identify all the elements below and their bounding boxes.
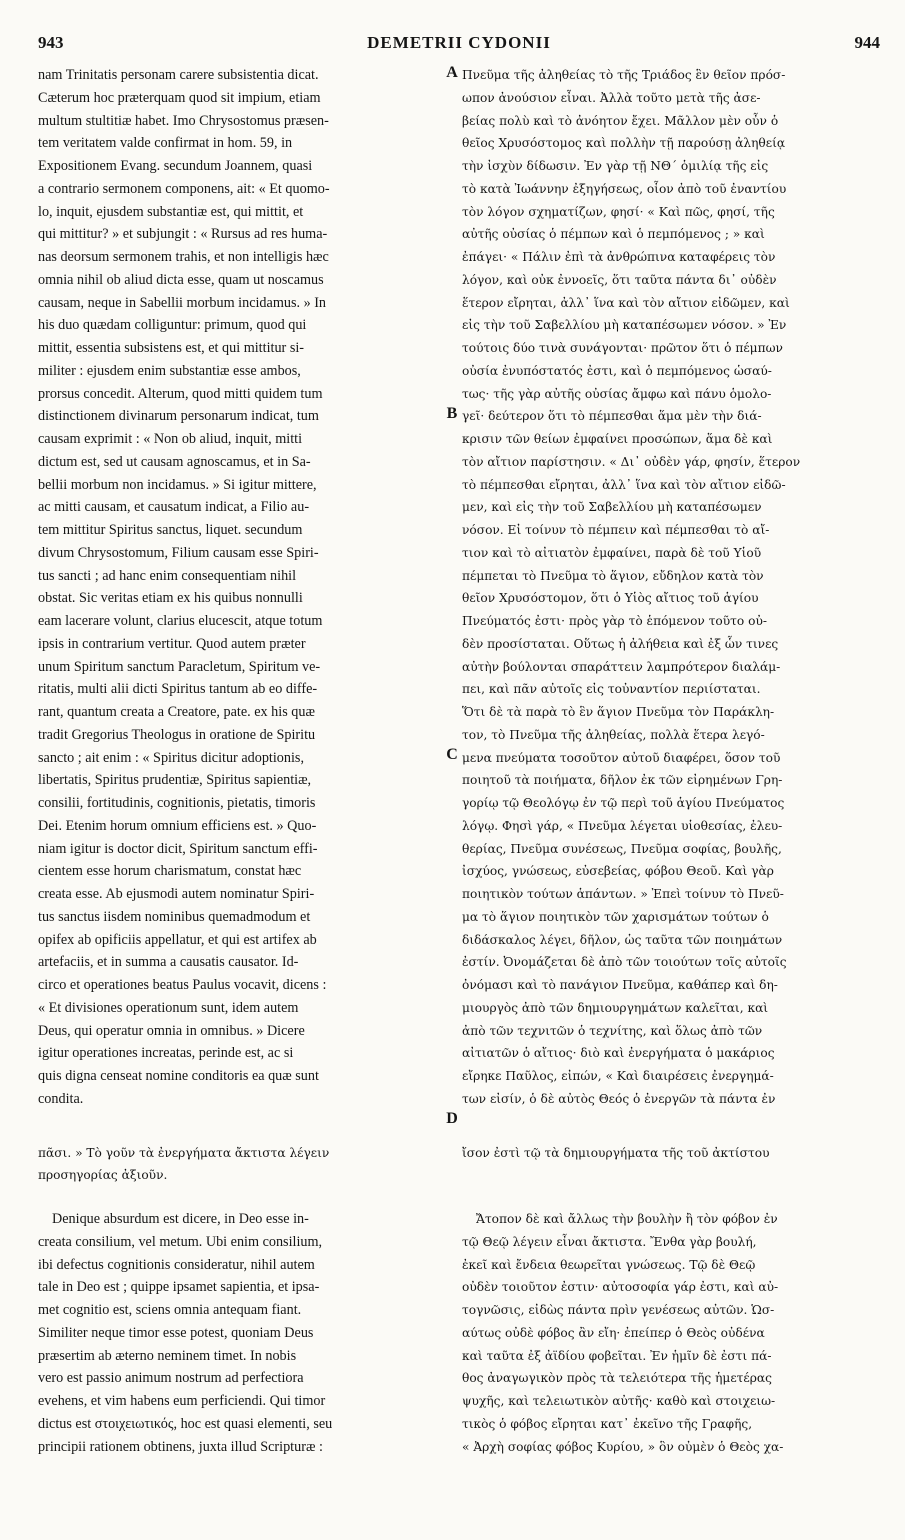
latin-text-line: obstat. Sic veritas etiam ex his quibus nonnulli	[38, 590, 303, 607]
greek-text-line: ἀπὸ τῶν τεχνιτῶν ὁ τεχνίτης, καὶ ὅλως ἀπὸ τῶν	[462, 1023, 763, 1038]
greek-text-line: αύτως οὐδὲ φόβος ἂν εἴη· ἐπείπερ ὁ Θεὸς οὐδένα	[462, 1325, 765, 1340]
greek-text-line: τὸν αἴτιον παρίστησιν. « Δι᾽ οὐδὲν γάρ, φησίν, ἕτερον	[462, 454, 801, 469]
latin-text-line: lo, inquit, ejusdem substantiæ est, qui mittit, et	[38, 203, 304, 220]
latin-text-line: mittit, essentia subsistens est, et qui mittitur si-	[38, 340, 305, 356]
latin-text-line: dictus est στοιχειωτικός, hoc est quasi elementi, seu	[38, 1415, 333, 1432]
latin-text-line: Expositionem Evang. secundum Joannem, quasi	[38, 158, 313, 174]
latin-text-line: causam exprimit : « Non ob aliud, inquit, mitti	[38, 431, 303, 447]
latin-text-line: creata consilium, vel metum. Ubi enim consilium,	[38, 1233, 323, 1250]
latin-text-line: bellii morbum non incidamus. » Si igitur mittere,	[38, 476, 317, 493]
full-width-line	[38, 1142, 880, 1164]
full-width-line-left: πᾶσι. » Τὸ γοῦν τὰ ἐνεργήματα ἄκτιστα λέγειν	[38, 1146, 330, 1160]
latin-text-line: opifex ab opificiis appellatur, et qui est artifex ab	[38, 931, 317, 948]
greek-text-line: ἐκεῖ καὶ ἔνδεια θεωρεῖται γνώσεως. Τῷ δὲ Θεῷ	[462, 1257, 756, 1272]
greek-text-line: τῷ Θεῷ λέγειν εἶναι ἄκτιστα. Ἔνθα γὰρ βουλή,	[462, 1234, 757, 1249]
greek-text-line: οὐσία ἐνυπόστατός ἐστι, καὶ ὁ πεμπόμενος ὡσαύ-	[462, 363, 772, 378]
latin-text-line: tradit Gregorius Theologus in oratione de Spiritu	[38, 726, 316, 743]
latin-text-line: vero est passio animum nostrum ad perfectiora	[38, 1370, 304, 1387]
greek-text-line: καὶ ταῦτα ἐξ ἀϊδίου φοβεῖται. Ἐν ἡμῖν δὲ ἐστι πά-	[462, 1348, 772, 1363]
greek-text-line: εἰς τὴν τοῦ Σαβελλίου μὴ καταπέσωμεν νόσον. » Ἐν	[462, 318, 787, 333]
greek-text-line: ὀνόμασι καὶ τὸ πανάγιον Πνεῦμα, καθάπερ καὶ δη-	[462, 978, 778, 992]
greek-text-line: πει, καὶ πᾶν αὐτοῖς εἰς τοὐναντίον περιίσταται.	[462, 682, 761, 697]
latin-text-line: « Et divisiones operationum sunt, idem autem	[38, 999, 299, 1016]
latin-text-line: multum stultitiæ habet. Imo Chrysostomus præsen-	[38, 112, 329, 129]
latin-tail-line: προσηγορίας ἀξιοῦν.	[38, 1168, 168, 1182]
greek-text-line: μα τὸ ἅγιον ποιητικὸν τῶν χαρισμάτων τούτων ὁ	[462, 909, 769, 924]
greek-text-line: ποιητικὸν τούτων ἁπάντων. » Ἐπεὶ τοίνυν τὸ Πνεῦ-	[462, 887, 784, 901]
latin-text-line: tem veritatem valde confirmat in hom. 59, in	[38, 135, 293, 152]
latin-column-upper	[38, 64, 446, 1111]
greek-text-line: αὐτὴν βούλονται σπαράττειν λαμπρότερον διαλάμ-	[462, 659, 781, 674]
greek-text-line: τὴν ἰσχὺν δίδωσιν. Ἐν γὰρ τῇ ΝΘ΄ ὁμιλίᾳ τῆς εἰς	[462, 159, 769, 173]
greek-text-line: λόγῳ. Φησὶ γάρ, « Πνεῦμα λέγεται υἱοθεσίας, ἐλευ-	[462, 818, 783, 833]
running-title: DEMETRII CYDONII	[367, 33, 551, 52]
greek-text-line: των εἰσίν, ὁ δὲ αὐτὸς Θεός ὁ ἐνεργῶν τὰ πάντα ἐν	[462, 1091, 776, 1106]
latin-text-line: ritatis, multi alii dicti Spiritus tantum ab eo diffe-	[38, 681, 318, 698]
greek-text-line: ψυχῆς, καὶ τελειωτικὸν αὐτῆς· καθὸ καὶ στοιχειω-	[462, 1394, 776, 1408]
latin-text-line: nas deorsum sermonem trahis, et non intelligis hæc	[38, 249, 329, 265]
greek-text-line: ἐστίν. Ὀνομάζεται δὲ ἀπὸ τῶν τοιούτων τοῖς αὐτοῖς	[462, 955, 787, 970]
latin-text-line: libertatis, Spiritus prudentiæ, Spiritus sapientiæ,	[38, 772, 312, 789]
greek-text-line: ἕτερον εἴρηται, ἀλλ᾽ ἵνα καὶ τὸν αἴτιον εἰδῶμεν, καὶ	[462, 295, 790, 310]
latin-text-line: distinctionem divinarum personarum indicat, tum	[38, 408, 319, 425]
latin-text-line: artefaciis, et in summa a causatis causator. Id-	[38, 954, 299, 971]
latin-text-line: divum Chrysostomum, Filium causam esse Spiri-	[38, 544, 319, 561]
latin-text-line: niam igitur is doctor dicit, Spiritum sanctum effi-	[38, 840, 318, 857]
latin-text-line: cientem esse horum charismatum, constat hæc	[38, 863, 302, 880]
greek-column-lower	[462, 1208, 882, 1458]
latin-text-line: tus sancti ; ad hanc enim consequentiam nihil	[38, 567, 297, 584]
latin-text-line: his duo quædam colliguntur: primum, quod qui	[38, 317, 307, 334]
latin-text-line: Similiter neque timor esse potest, quoniam Deus	[38, 1324, 314, 1341]
latin-text-line: quis digna censeat nomine conditoris ea quæ sunt	[38, 1068, 319, 1084]
latin-text-line: evehens, et vim habens eum perficiendi. Qui timor	[38, 1393, 326, 1409]
latin-text-line: principii rationem obtinens, juxta illud Scripturæ :	[38, 1438, 323, 1455]
latin-text-line: Deus, qui operatur omnia in omnibus. » Dicere	[38, 1022, 305, 1039]
latin-text-line: a contrario sermonem componens, ait: « Et quomo-	[38, 180, 330, 197]
greek-text-line: ἰσχύος, γνώσεως, εὐσεβείας, φόβου Θεοῦ. Καὶ γὰρ	[462, 864, 774, 879]
full-width-line-right: ἴσον ἐστὶ τῷ τὰ δημιουργήματα τῆς τοῦ ἀκτίστου	[462, 1146, 770, 1160]
greek-text-line: οὐδὲν τοιοῦτον ἐστιν· αὐτοσοφία γάρ ἐστι, καὶ αὐ-	[462, 1280, 779, 1295]
latin-text-line: Dei. Etenim horum omnium efficiens est. » Quo-	[38, 817, 317, 834]
latin-text-line: ipsis in contrarium vertitur. Quod autem præter	[38, 635, 306, 652]
latin-text-line: militer : ejusdem enim substantiæ esse ambos,	[38, 362, 301, 379]
latin-text-line: circo et operationes beatus Paulus vocavit, dicens :	[38, 977, 327, 993]
page-header	[38, 33, 880, 55]
greek-text-line: τογνῶσις, εἰδὼς πάντα πρὶν γενέσεως αὐτῶν. Ὡσ-	[462, 1303, 775, 1317]
greek-text-line: τὸ πέμπεσθαι εἴρηται, ἀλλ᾽ ἵνα καὶ τὸν αἴτιον εἰδῶ-	[462, 477, 786, 492]
latin-text-line: met cognitio est, sciens omnia antequam fiant.	[38, 1302, 302, 1318]
section-marker-d: D	[446, 1110, 458, 1127]
latin-text-line: præsertim ab æterno neminem timet. In nobis	[38, 1347, 297, 1364]
greek-text-line: θεῖος Χρυσόστομος καὶ πολλὴν τῇ παρούσῃ ἀληθείᾳ	[462, 136, 786, 151]
greek-text-line: θεῖον Χρυσόστομον, ὅτι ὁ Υἱὸς αἴτιος τοῦ ἁγίου	[462, 591, 759, 606]
section-marker-b: B	[446, 405, 458, 422]
greek-text-line: τον, τὸ Πνεῦμα τῆς ἀληθείας, πολλὰ ἕτερα λεγό-	[462, 727, 765, 742]
latin-text-line: ibi defectus cognitionis consideratur, nihil autem	[38, 1256, 315, 1273]
latin-text-line: unum Spiritum sanctum Paracletum, Spiritum ve-	[38, 658, 321, 675]
latin-text-line: Cæterum hoc præterquam quod sit impium, etiam	[38, 89, 321, 106]
latin-text-line: omnia nihil ob aliud dicta esse, quam ut noscamus	[38, 271, 324, 288]
greek-column-upper	[462, 64, 882, 1111]
page-number-left: 943	[38, 33, 64, 52]
latin-text-line: Denique absurdum est dicere, in Deo esse in-	[52, 1211, 309, 1227]
greek-text-line: τούτοις δύο τινὰ συνάγονται· πρῶτον ὅτι ὁ πέμπων	[462, 341, 783, 355]
greek-text-line: « Ἀρχὴ σοφίας φόβος Κυρίου, » ὃν οὐμὲν ὁ Θεὸς χα-	[462, 1439, 784, 1454]
latin-text-line: dictum est, sed ut causam agnoscamus, et in Sa-	[38, 453, 311, 470]
greek-text-line: τὸν λόγον σχηματίζων, φησί· « Καὶ πῶς, φησί, τῆς	[462, 204, 775, 219]
greek-text-line: κρισιν τῶν θείων ἐμφαίνει προσώπων, ἅμα δὲ καὶ	[462, 432, 773, 446]
latin-text-line: sancto ; ait enim : « Spiritus dicitur adoptionis,	[38, 749, 304, 766]
latin-text-line: eam lacerare volunt, clarius elucescit, atque totum	[38, 613, 323, 629]
greek-text-line: μενα πνεύματα τοσοῦτον αὐτοῦ διαφέρει, ὅσον τοῦ	[462, 750, 781, 765]
greek-text-line: δὲν προσίσταται. Οὕτως ἡ ἀλήθεια καὶ ἐξ ὧν τινες	[462, 636, 779, 651]
latin-text-line: causam, neque in Sabellii morbum incidamus. » In	[38, 294, 327, 311]
greek-text-line: αὐτῆς οὐσίας ὁ πέμπων καὶ ὁ πεμπόμενος ; » καὶ	[462, 227, 765, 242]
greek-text-line: αἰτιατῶν ὁ αἴτιος· διὸ καὶ ἐνεργήματα ὁ μακάριος	[462, 1046, 775, 1061]
latin-text-line: igitur operationes increatas, perinde est, ac si	[38, 1045, 294, 1062]
latin-text-line: ac mitti causam, et causatum indicat, a Filio au-	[38, 499, 310, 516]
greek-text-line: εἴρηκε Παῦλος, εἰπών, « Καὶ διαιρέσεις ἐνεργημά-	[462, 1069, 774, 1083]
greek-text-line: Πνεῦμα τῆς ἀληθείας τὸ τῆς Τριάδος ἓν θεῖον πρόσ-	[462, 68, 786, 82]
greek-text-line: ωπον ἀνούσιον εἶναι. Ἀλλὰ τοῦτο μετὰ τῆς ἀσε-	[462, 90, 761, 105]
page-number-right: 944	[854, 33, 880, 52]
latin-column-lower	[38, 1208, 446, 1458]
latin-text-line: tem mittitur Spiritus sanctus, liquet. secundum	[38, 522, 303, 538]
greek-text-line: μεν, καὶ εἰς τὴν τοῦ Σαβελλίου μὴ καταπέσωμεν	[462, 500, 762, 515]
greek-text-line: διδάσκαλος λέγει, δῆλον, ὡς ταῦτα τῶν ποιημάτων	[462, 932, 783, 947]
latin-text-line: consilii, fortitudinis, cognitionis, pietatis, timoris	[38, 795, 316, 811]
section-marker-c: C	[446, 746, 458, 763]
latin-text-line: creata esse. Ab ejusmodi autem nominatur Spiri-	[38, 886, 315, 902]
greek-text-line: μιουργὸς ἀπὸ τῶν δημιουργημάτων καλεῖται, καὶ	[462, 1000, 769, 1015]
latin-text-line: qui mittitur? » et subjungit : « Rursus ad res huma-	[38, 226, 328, 243]
greek-text-line: γεῖ· δεύτερον ὅτι τὸ πέμπεσθαι ἅμα μὲν τὴν διά-	[462, 409, 762, 424]
greek-text-line: πέμπεται τὸ Πνεῦμα τὸ ἅγιον, εὔδηλον κατὰ τὸν	[462, 568, 764, 583]
greek-text-line: τιον καὶ τὸ αἰτιατὸν ἐμφαίνει, παρὰ δὲ τοῦ Υἱοῦ	[462, 545, 762, 560]
latin-text-line: tus sanctus iisdem nominibus quemadmodum et	[38, 908, 311, 925]
greek-text-line: τως· τῆς γὰρ αὐτῆς οὐσίας ἄμφω καὶ πάνυ ὁμολο-	[462, 386, 772, 401]
latin-text-line: tale in Deo est ; quippe ipsamet sapientia, et ipsa-	[38, 1279, 320, 1296]
greek-text-line: βείας πολὺ καὶ τὸ ἀνόητον ἔχει. Μᾶλλον μὲν οὖν ὁ	[462, 113, 779, 128]
latin-tail	[38, 1164, 446, 1187]
latin-text-line: prorsus concedit. Alterum, quod mitti quidem tum	[38, 385, 323, 402]
greek-text-line: Πνεύματός ἐστι· πρὸς γὰρ τὸ ἑπόμενον τοῦτο οὐ-	[462, 614, 767, 628]
greek-text-line: ποιητοῦ τὰ ποιήματα, δῆλον ἐκ τῶν εἰρημένων Γρη-	[462, 773, 783, 788]
greek-text-line: θος ἀναγωγικὸν πρὸς τὰ τελειότερα τῆς ἡμετέρας	[462, 1371, 772, 1386]
greek-text-line: θερίας, Πνεῦμα συνέσεως, Πνεῦμα σοφίας, βουλῆς,	[462, 841, 782, 856]
greek-text-line: νόσον. Εἰ τοίνυν τὸ πέμπειν καὶ πέμπεσθαι τὸ αἴ-	[462, 523, 770, 537]
section-marker-a: A	[446, 64, 458, 81]
greek-text-line: Ἄτοπον δὲ καὶ ἄλλως τὴν βουλὴν ἢ τὸν φόβον ἐν	[476, 1212, 778, 1226]
greek-text-line: ἐπάγει· « Πάλιν ἐπὶ τὰ ἀνθρώπινα καταφέρεις τὸν	[462, 250, 776, 264]
greek-text-line: Ὅτι δὲ τὰ παρὰ τὸ ἓν ἅγιον Πνεῦμα τὸν Παράκλη-	[462, 705, 775, 719]
greek-text-line: τικὸς ὁ φόβος εἴρηται κατ᾽ ἐκεῖνο τῆς Γραφῆς,	[462, 1416, 753, 1431]
greek-text-line: τὸ κατὰ Ἰωάννην ἐξηγήσεως, οἷον ἀπὸ τοῦ ἐναντίου	[462, 181, 787, 196]
greek-text-line: γορίῳ τῷ Θεολόγῳ ἐν τῷ περὶ τοῦ ἁγίου Πνεύματος	[462, 796, 785, 810]
greek-text-line: λόγον, καὶ οὐκ ἐννοεῖς, ὅτι ταῦτα πάντα δι᾽ οὐδὲν	[462, 272, 777, 287]
latin-text-line: rant, quantum creata a Creatore, pate. ex his quæ	[38, 704, 315, 720]
latin-text-line: nam Trinitatis personam carere subsistentia dicat.	[38, 67, 319, 83]
latin-text-line: condita.	[38, 1090, 84, 1107]
